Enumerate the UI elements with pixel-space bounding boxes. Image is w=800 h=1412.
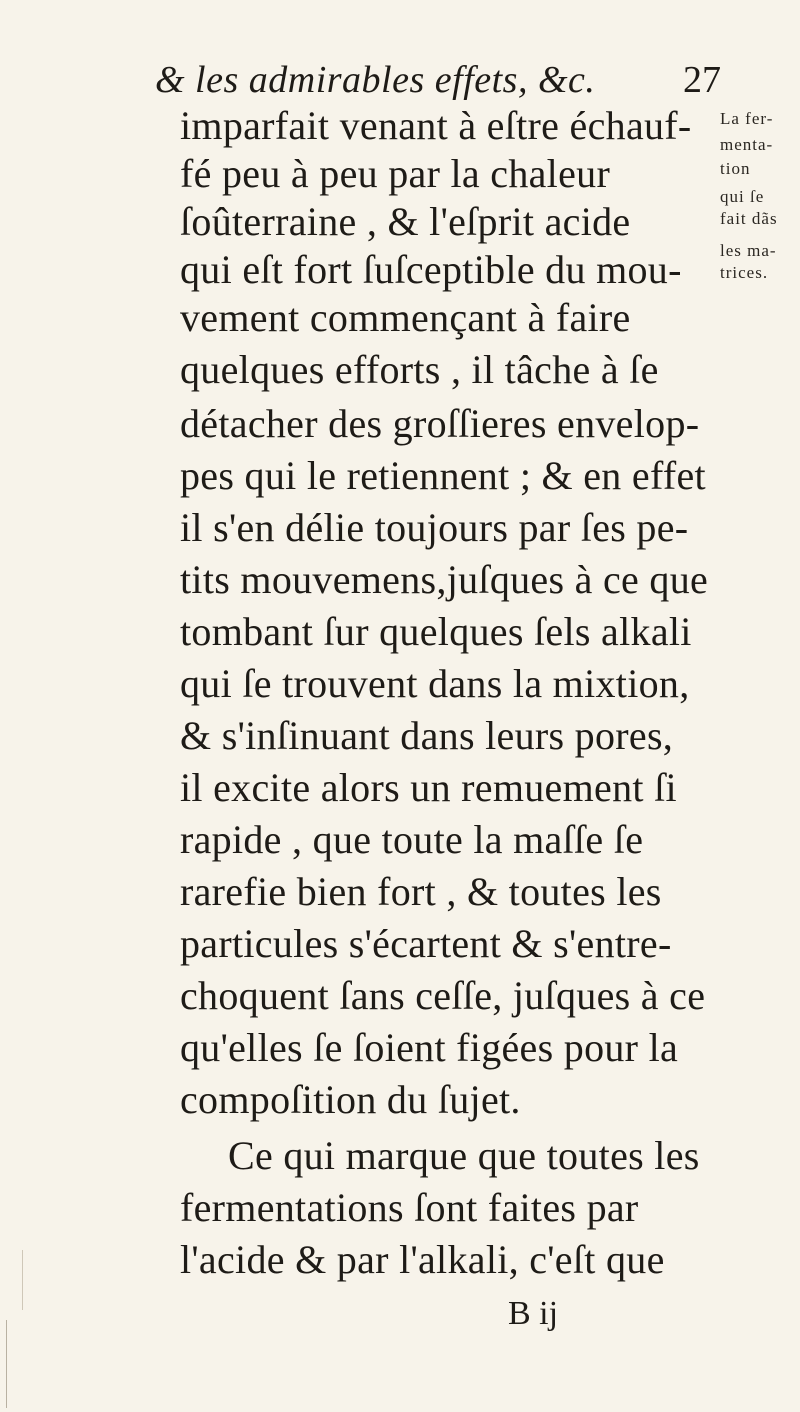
- marginal-note-line: tion: [720, 159, 751, 178]
- marginal-note-line: fait dãs: [720, 209, 778, 228]
- body-line: il s'en délie toujours par ſes pe-: [180, 505, 689, 550]
- body-line: fé peu à peu par la chaleur: [180, 151, 611, 196]
- body-line: rapide , que toute la maſſe ſe: [180, 817, 644, 862]
- gutter-rule: [22, 1250, 23, 1310]
- body-line: fermentations ſont faites par: [180, 1185, 639, 1230]
- marginal-note-line: qui ſe: [720, 187, 765, 206]
- running-head-title: & les admirables effets, &c.: [155, 59, 596, 101]
- marginal-note-line: La fer-: [720, 109, 774, 128]
- body-line: Ce qui marque que toutes les: [228, 1133, 700, 1178]
- body-line: particules s'écartent & s'entre-: [180, 921, 672, 966]
- body-line: rarefie bien fort , & toutes les: [180, 869, 662, 914]
- body-line: qui eſt fort ſuſceptible du mou-: [180, 247, 682, 292]
- body-line: l'acide & par l'alkali, c'eſt que: [180, 1237, 665, 1282]
- body-line: qui ſe trouvent dans la mixtion,: [180, 661, 690, 706]
- marginal-note-line: trices.: [720, 263, 769, 282]
- gutter-rule: [6, 1320, 7, 1408]
- body-line: il excite alors un remuement ſi: [180, 765, 677, 810]
- page-number: 27: [683, 59, 721, 101]
- body-line: détacher des groſſieres envelop-: [180, 401, 700, 446]
- running-head: [0, 55, 800, 105]
- body-line: tombant ſur quelques ſels alkali: [180, 609, 692, 654]
- marginal-note-line: les ma-: [720, 241, 777, 260]
- body-line: ſoûterraine , & l'eſprit acide: [180, 199, 631, 244]
- body-line: qu'elles ſe ſoient figées pour la: [180, 1025, 679, 1070]
- body-line: vement commençant à faire: [180, 295, 631, 340]
- body-line: & s'inſinuant dans leurs pores,: [180, 713, 674, 758]
- body-line: tits mouvemens,juſques à ce que: [180, 557, 709, 602]
- body-line: quelques efforts , il tâche à ſe: [180, 347, 659, 392]
- marginal-note-line: menta-: [720, 135, 774, 154]
- body-line: imparfait venant à eſtre échauf-: [180, 103, 692, 148]
- body-line: compoſition du ſujet.: [180, 1077, 521, 1122]
- body-line: choquent ſans ceſſe, juſques à ce: [180, 973, 706, 1018]
- signature-mark: B ij: [508, 1295, 559, 1332]
- body-line: pes qui le retiennent ; & en effet: [180, 453, 706, 498]
